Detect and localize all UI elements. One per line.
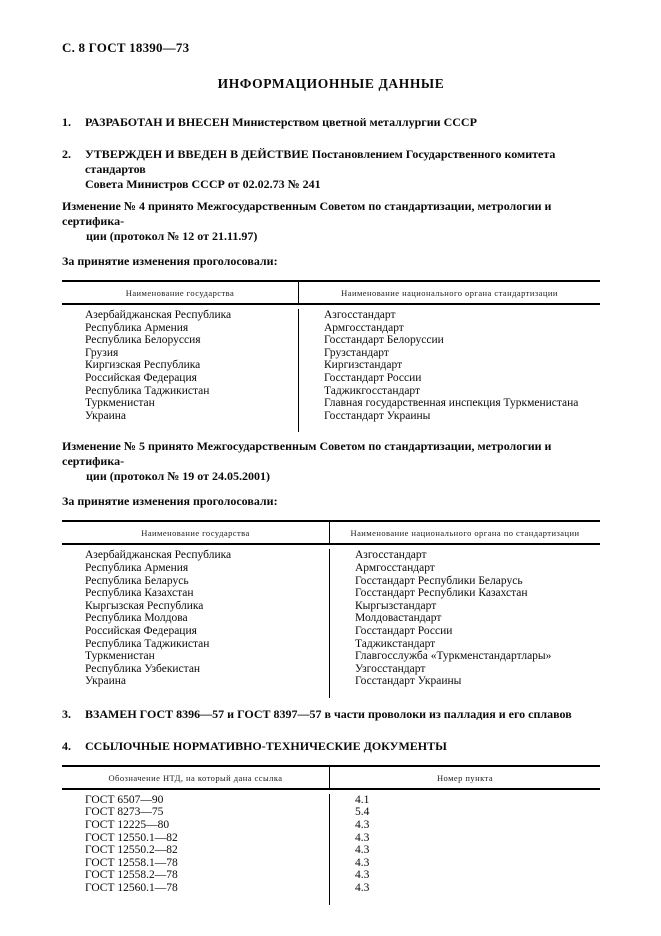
amendment-4-line1: Изменение № 4 принято Межгосударственным Советом по стандартизации, метрологии и сертифика- xyxy=(62,199,552,228)
amendment-5-paragraph xyxy=(62,439,600,484)
vote-table-amendment-4 xyxy=(62,280,600,432)
table-cell-left: Украина xyxy=(62,675,330,688)
table-row xyxy=(62,587,600,600)
table-cell-left: Кыргызская Республика xyxy=(62,600,330,613)
table-divider-extension xyxy=(62,895,600,905)
table-cell-left: ГОСТ 12558.1—78 xyxy=(62,857,330,870)
table-cell-left: Киргизская Республика xyxy=(62,359,299,372)
table-row xyxy=(62,322,600,335)
table-divider-extension-left xyxy=(62,895,330,905)
table-cell-right: Кыргызстандарт xyxy=(355,599,437,612)
table-row xyxy=(62,663,600,676)
table-row xyxy=(62,562,600,575)
table-row xyxy=(62,882,600,895)
table-cell-left: Республика Казахстан xyxy=(62,587,330,600)
table-cell-right: 4.3 xyxy=(355,869,370,882)
amendment-5-line1: Изменение № 5 принято Межгосударственным Советом по стандартизации, метрологии и сертифика- xyxy=(62,439,552,469)
table-row xyxy=(62,638,600,651)
table-body xyxy=(62,790,600,895)
page-header: С. 8 ГОСТ 18390—73 xyxy=(62,40,190,55)
table-header-row xyxy=(62,767,600,790)
amendment-4-vote-label: За принятие изменения проголосовали: xyxy=(62,254,278,268)
table-cell-right: Таджикстандарт xyxy=(355,637,436,650)
section-1-text: РАЗРАБОТАН И ВНЕСЕН Министерством цветной металлургии СССР xyxy=(85,115,477,129)
section-1-number: 1. xyxy=(62,115,71,129)
section-1 xyxy=(62,115,600,130)
table-cell-left: Республика Беларусь xyxy=(62,575,330,588)
section-2-number: 2. xyxy=(62,147,71,161)
table-cell-right: 4.3 xyxy=(355,856,370,869)
table-row xyxy=(62,625,600,638)
section-2-text xyxy=(85,147,600,192)
table-cell-left: ГОСТ 8273—75 xyxy=(62,806,330,819)
table-cell-left: ГОСТ 6507—90 xyxy=(62,794,330,807)
table-row xyxy=(62,857,600,870)
table-row xyxy=(62,410,600,423)
section-3-number: 3. xyxy=(62,706,71,721)
table-body xyxy=(62,545,600,688)
amendment-4-line2: ции (протокол № 12 от 21.11.97) xyxy=(86,229,258,243)
table-header-state: Наименование государства xyxy=(62,522,330,543)
amendment-5-vote-label: За принятие изменения проголосовали: xyxy=(62,494,278,509)
section-4-text: ССЫЛОЧНЫЕ НОРМАТИВНО-ТЕХНИЧЕСКИЕ ДОКУМЕНТЫ xyxy=(85,738,447,753)
table-cell-right: Киргизстандарт xyxy=(324,359,403,372)
table-row xyxy=(62,372,600,385)
table-cell-right: Армгосстандарт xyxy=(355,561,435,574)
table-cell-left: Республика Узбекистан xyxy=(62,663,330,676)
table-header-row xyxy=(62,282,600,305)
table-cell-right: Госстандарт Белоруссии xyxy=(324,334,444,347)
section-2-line2: Совета Министров СССР от 02.02.73 № 241 xyxy=(85,177,321,191)
table-cell-right: 5.4 xyxy=(355,806,370,819)
table-cell-right: Таджикгосстандарт xyxy=(324,384,421,397)
table-header-clause: Номер пункта xyxy=(436,772,494,783)
section-2 xyxy=(62,147,600,192)
section-2-line1: УТВЕРЖДЕН И ВВЕДЕН В ДЕЙСТВИЕ Постановлением Государственного комитета стандартов xyxy=(85,147,556,176)
table-divider-extension xyxy=(62,688,600,698)
table-cell-right: 4.3 xyxy=(355,882,370,895)
table-cell-right: 4.3 xyxy=(355,844,370,857)
table-cell-right: Госстандарт Украины xyxy=(355,675,462,688)
table-cell-right: Госстандарт России xyxy=(324,371,422,384)
table-cell-left: Российская Федерация xyxy=(62,625,330,638)
page-title: ИНФОРМАЦИОННЫЕ ДАННЫЕ xyxy=(217,76,445,91)
table-cell-left: Украина xyxy=(62,410,299,423)
table-cell-right: Госстандарт Республики Беларусь xyxy=(355,574,523,587)
table-cell-left: Республика Таджикистан xyxy=(62,638,330,651)
table-cell-left: Азербайджанская Республика xyxy=(62,549,330,562)
table-row xyxy=(62,819,600,832)
table-cell-left: ГОСТ 12558.2—78 xyxy=(62,869,330,882)
table-divider-extension-left xyxy=(62,688,330,698)
section-4 xyxy=(62,739,600,754)
table-divider-extension-right xyxy=(330,895,600,905)
table-row xyxy=(62,385,600,398)
table-row xyxy=(62,334,600,347)
table-row xyxy=(62,575,600,588)
table-cell-left: Республика Армения xyxy=(62,562,330,575)
table-cell-left: Российская Федерация xyxy=(62,372,299,385)
table-row xyxy=(62,806,600,819)
table-header-row xyxy=(62,522,600,545)
table-cell-left: Азербайджанская Республика xyxy=(62,309,299,322)
table-row xyxy=(62,612,600,625)
table-cell-left: Грузия xyxy=(62,347,299,360)
references-table xyxy=(62,765,600,905)
table-cell-left: Республика Белоруссия xyxy=(62,334,299,347)
section-4-number: 4. xyxy=(62,738,71,753)
table-cell-right: Азгосстандарт xyxy=(355,549,427,562)
table-cell-right: Армгосстандарт xyxy=(324,321,404,334)
table-cell-left: Туркменистан xyxy=(62,397,299,410)
table-cell-right: Молдовастандарт xyxy=(355,612,442,625)
table-row xyxy=(62,794,600,807)
table-cell-right: Главная государственная инспекция Туркменистана xyxy=(324,397,579,410)
table-cell-right: 4.3 xyxy=(355,831,370,844)
table-row xyxy=(62,675,600,688)
table-cell-right: 4.3 xyxy=(355,819,370,832)
table-header-org: Наименование национального органа стандартизации xyxy=(341,288,558,298)
table-row xyxy=(62,844,600,857)
table-header-ntd: Обозначение НТД, на который дана ссылка xyxy=(62,767,330,788)
table-cell-right: Грузстандарт xyxy=(324,346,389,359)
table-cell-right: Госстандарт Республики Казахстан xyxy=(355,587,528,600)
amendment-4-paragraph xyxy=(62,199,600,244)
table-divider-extension-right xyxy=(330,688,600,698)
table-divider-extension-right xyxy=(299,422,600,432)
table-cell-left: Республика Таджикистан xyxy=(62,385,299,398)
table-cell-right: 4.1 xyxy=(355,793,370,806)
section-3 xyxy=(62,707,600,722)
table-body xyxy=(62,305,600,422)
table-cell-left: ГОСТ 12550.1—82 xyxy=(62,832,330,845)
table-row xyxy=(62,832,600,845)
table-cell-left: Республика Армения xyxy=(62,322,299,335)
table-row xyxy=(62,347,600,360)
table-cell-left: Туркменистан xyxy=(62,650,330,663)
table-row xyxy=(62,869,600,882)
table-cell-right: Азгосстандарт xyxy=(324,309,396,321)
table-row xyxy=(62,309,600,322)
table-cell-right: Узгосстандарт xyxy=(355,662,426,675)
table-header-org: Наименование национального органа по стандартизации xyxy=(350,528,580,539)
table-cell-right: Госстандарт России xyxy=(355,624,453,637)
amendment-5-line2: ции (протокол № 19 от 24.05.2001) xyxy=(86,469,271,484)
table-divider-extension-left xyxy=(62,422,299,432)
table-divider-extension xyxy=(62,422,600,432)
table-row xyxy=(62,600,600,613)
table-cell-right: Госстандарт Украины xyxy=(324,409,431,422)
table-row xyxy=(62,549,600,562)
table-row xyxy=(62,359,600,372)
table-cell-left: ГОСТ 12225—80 xyxy=(62,819,330,832)
table-cell-left: ГОСТ 12560.1—78 xyxy=(62,882,330,895)
table-header-state: Наименование государства xyxy=(62,282,299,303)
table-cell-right: Главгосслужба «Туркменстандартлары» xyxy=(355,650,552,663)
vote-table-amendment-5 xyxy=(62,520,600,698)
table-cell-left: Республика Молдова xyxy=(62,612,330,625)
table-row xyxy=(62,650,600,663)
section-3-text: ВЗАМЕН ГОСТ 8396—57 и ГОСТ 8397—57 в части проволоки из палладия и его сплавов xyxy=(85,706,572,721)
table-row xyxy=(62,397,600,410)
table-cell-left: ГОСТ 12550.2—82 xyxy=(62,844,330,857)
